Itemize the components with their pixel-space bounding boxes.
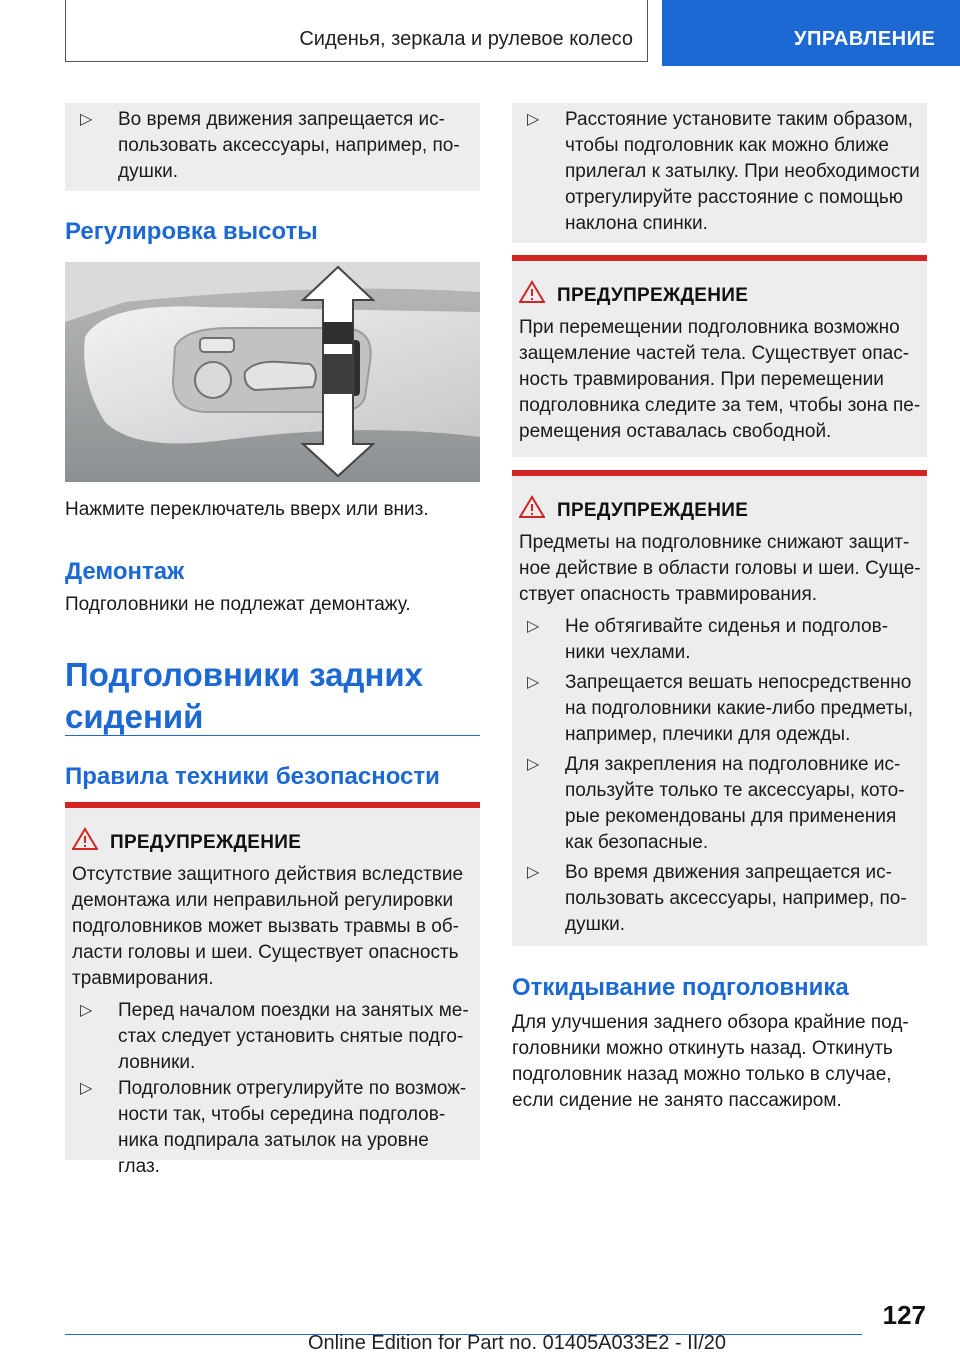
triangle-bullet-icon: ▷ [527,618,540,635]
warning-title: ПРЕДУПРЕЖДЕНИЕ [110,832,302,853]
warning-text [72,862,472,992]
section-title: Сиденья, зеркала и рулевое колесо [299,28,633,50]
warning-title: ПРЕДУПРЕЖДЕНИЕ [557,285,749,306]
removal-text: Подголовники не подлежат демонтажу. [65,594,411,615]
heading-rule [65,735,480,736]
seat-switch-photo [65,262,480,482]
safety-heading: Правила техники безопасности [65,763,440,790]
triangle-bullet-icon: ▷ [80,1080,93,1097]
line: прилегал к затылку. При необходимости [565,161,920,182]
triangle-bullet-icon: ▷ [527,756,540,773]
line: стах следует установить снятые подго- [118,1026,464,1047]
height-heading: Регулировка высоты [65,218,318,245]
line: Отсутствие защитного действия вследствие [72,864,464,885]
line: ность травмирования. При перемещении [519,369,884,390]
line: пользовать аксессуары, например, по- [118,135,460,156]
line: пользуйте только те аксессуары, кото- [565,780,905,801]
warning-text [519,530,924,608]
line: как безопасные. [565,832,709,853]
line: ники чехлами. [565,642,691,663]
line: Подголовник отрегулируйте по возмож- [118,1078,467,1099]
line: Во время движения запрещается ис- [118,109,445,130]
warning-triangle-icon [519,495,545,519]
line: чтобы подголовник как можно ближе [565,135,889,156]
line: Во время движения запрещается ис- [565,862,892,883]
line: головники можно откинуть назад. Откинуть [512,1038,893,1059]
line: например, плечики для одежды. [565,724,851,745]
warning-triangle-icon [519,280,545,304]
footer-edition[interactable]: Online Edition for Part no. 01405A033E2 - II/20 [308,1332,727,1354]
warning-text [519,315,924,445]
triangle-bullet-icon: ▷ [80,111,93,128]
triangle-bullet-icon: ▷ [80,1002,93,1019]
rear-headrests-heading [65,654,423,738]
photo-caption: Нажмите переключатель вверх или вниз. [65,499,429,520]
removal-heading: Демонтаж [65,558,185,585]
fold-text [512,1010,927,1114]
line: Не обтягивайте сиденья и подголов- [565,616,889,637]
page-number: 127 [882,1300,926,1330]
line: ласти головы и шеи. Существует опасность [72,942,459,963]
line: наклона спинки. [565,213,708,234]
triangle-bullet-icon: ▷ [527,864,540,881]
line: ловники. [118,1052,196,1073]
line: травмирования. [72,968,214,989]
line: душки. [565,914,626,935]
line: ремещения оставалась свободной. [519,421,832,442]
line: на подголовники какие-либо предметы, [565,698,914,719]
line: ности так, чтобы середина подголов- [118,1104,446,1125]
line: Запрещается вешать непосредственно [565,672,912,693]
line: отрегулируйте расстояние с помощью [565,187,903,208]
heading-line: Подголовники задних [65,656,424,693]
line: ное действие в области головы и шеи. Суще- [519,558,921,579]
line: Перед началом поездки на занятых ме- [118,1000,469,1021]
line: демонтажа или неправильной регулировки [72,890,454,911]
line: защемление частей тела. Существует опас- [519,343,910,364]
triangle-bullet-icon: ▷ [527,111,540,128]
triangle-bullet-icon: ▷ [527,674,540,691]
line: Для улучшения заднего обзора крайние под- [512,1012,909,1033]
warning-triangle-icon [72,827,98,851]
line: если сидение не занято пассажиром. [512,1090,842,1111]
line: рые рекомендованы для применения [565,806,897,827]
line: Расстояние установите таким образом, [565,109,913,130]
line: Предметы на подголовнике снижают защит- [519,532,910,553]
warning-title: ПРЕДУПРЕЖДЕНИЕ [557,500,749,521]
chapter-tab[interactable] [662,0,960,66]
header-section-box [65,0,648,62]
line: подголовника следите за тем, чтобы зона пе- [519,395,921,416]
heading-line: сидений [65,698,204,735]
fold-heading: Откидывание подголовника [512,974,849,1001]
line: ствует опасность травмирования. [519,584,818,605]
line: Для закрепления на подголовнике ис- [565,754,901,775]
chapter-tab-label: УПРАВЛЕНИЕ [794,28,936,50]
line: пользовать аксессуары, например, по- [565,888,907,909]
line: ника подпирала затылок на уровне глаз. [118,1130,429,1177]
line: подголовник назад можно только в случае, [512,1064,892,1085]
line: При перемещении подголовника возможно [519,317,900,338]
line: душки. [118,161,179,182]
line: подголовников может вызвать травмы в об- [72,916,459,937]
